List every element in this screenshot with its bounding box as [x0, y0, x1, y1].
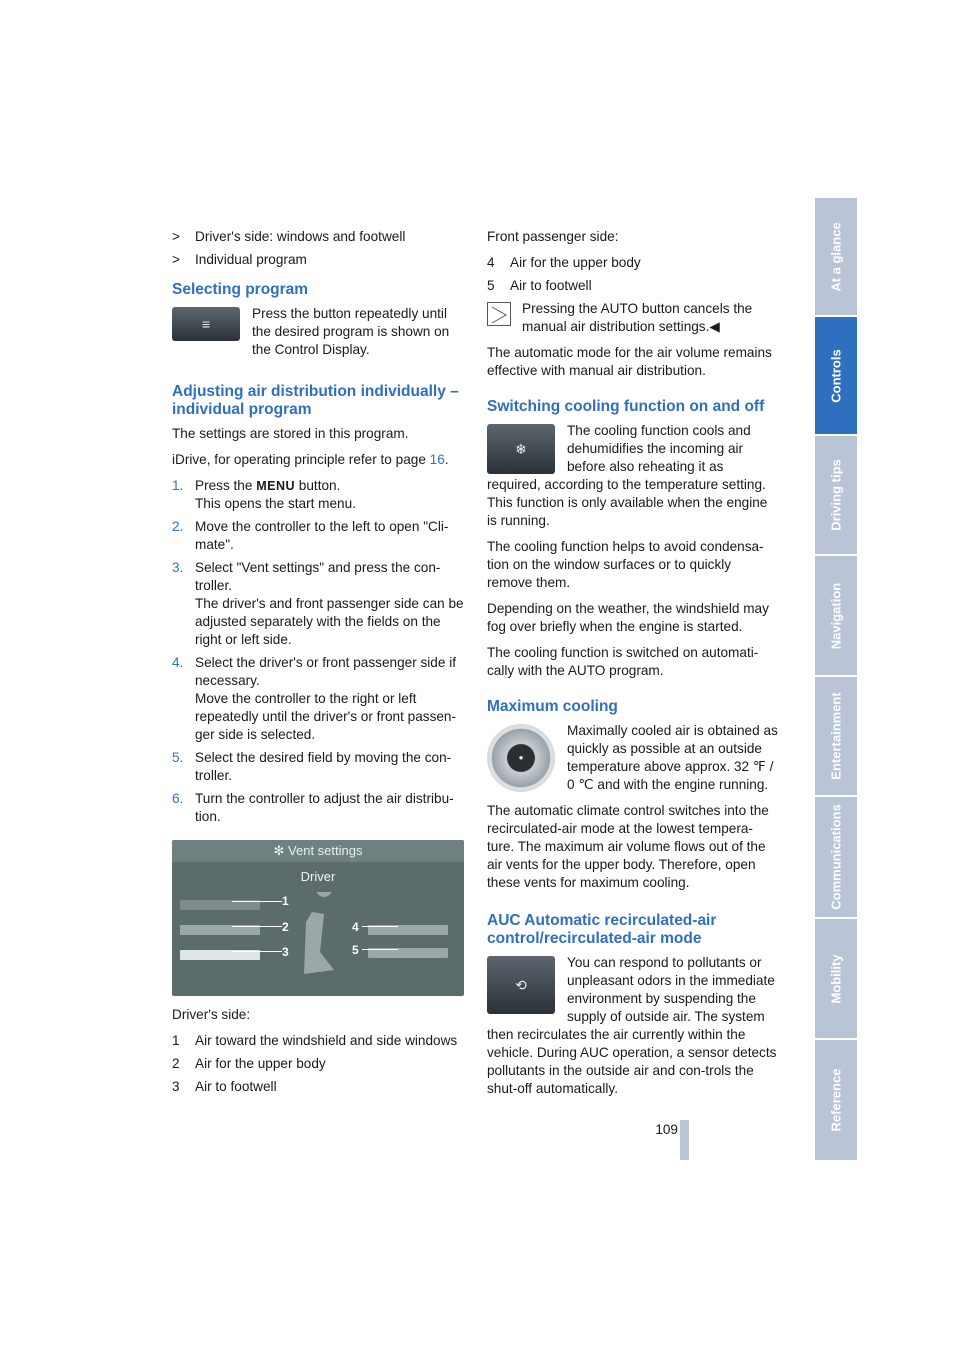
paragraph: Maximally cooled air is obtained as quickly as possible at an outside temperature above approx. 32 ℉ / 0 ℃ and with the engine running. [567, 723, 778, 792]
driver-side-label: Driver's side: [172, 1007, 251, 1022]
step-item: 4. Select the driver's or front passenger side if necessary. Move the controller to the right or left repeatedly until the driver's or front passen-ger side is selected. [172, 655, 457, 742]
section-tabs [815, 198, 857, 1160]
step-item: 6. Turn the controller to adjust the air distribu-tion. [172, 791, 454, 824]
paragraph: Press the button repeatedly until the desired program is shown on the Control Display. [252, 306, 450, 357]
step-item: 3. Select "Vent settings" and press the con-troller. The driver's and front passenger side can be adjusted separately with the fields on the right or left side. [172, 560, 464, 647]
recirculation-icon: ⟲ [515, 977, 527, 993]
max-icon: ● [518, 753, 524, 762]
fan-icon: ✻ [273, 843, 289, 858]
legend-item: 3 Air to footwell [172, 1079, 277, 1094]
step-item: 5. Select the desired field by moving the con-troller. [172, 750, 452, 783]
vent-settings-screen-image: ✻ Vent settings Driver 1 2 3 4 5 [172, 840, 464, 996]
heading-selecting-program: Selecting program [172, 281, 309, 298]
program-button-image [172, 307, 240, 341]
paragraph: The settings are stored in this program. [172, 426, 409, 441]
bullet-item: > Driver's side: windows and footwell [172, 229, 406, 244]
paragraph: The automatic climate control switches into the recirculated-air mode at the lowest tempera-ture. The maximum air volume flows out of the air vents for the upper body. Therefore, open these vents for maximum cooling. [487, 803, 769, 890]
seat-icon [294, 892, 338, 982]
tab-communications[interactable]: Communications [815, 797, 857, 917]
note-arrow-icon [487, 302, 511, 326]
cooling-button-image [487, 424, 555, 474]
step-item: 1. Press the MENU button. This opens the start menu. [172, 478, 356, 511]
page-number: 109 [655, 1122, 678, 1137]
max-cooling-knob-image [487, 724, 555, 792]
paragraph: Depending on the weather, the windshield may fog over briefly when the engine is started. [487, 601, 769, 634]
heading-cooling-function: Switching cooling function on and off [487, 398, 765, 415]
tab-navigation[interactable]: Navigation [815, 556, 857, 675]
auc-button-image [487, 956, 555, 1014]
legend-item: 5 Air to footwell [487, 278, 592, 293]
heading-maximum-cooling: Maximum cooling [487, 698, 618, 715]
paragraph: The cooling function is switched on automati-cally with the AUTO program. [487, 645, 759, 678]
step-item: 2. Move the controller to the left to open "Cli-mate". [172, 519, 449, 552]
tab-driving-tips[interactable]: Driving tips [815, 436, 857, 554]
paragraph: The cooling function cools and dehumidifies the incoming air before also reheating it as required, according to the temperature setting. This function is only available when the engine is running. [487, 423, 768, 528]
tab-controls[interactable]: Controls [815, 317, 857, 434]
heading-adjusting-air-distribution: Adjusting air distribution individually – individual program [172, 383, 459, 418]
tab-entertainment[interactable]: Entertainment [815, 677, 857, 795]
right-column [487, 228, 779, 1106]
tab-reference[interactable]: Reference [815, 1040, 857, 1160]
air-distribution-icon: ≡ [201, 316, 211, 332]
tab-mobility[interactable]: Mobility [815, 919, 857, 1038]
paragraph: The automatic mode for the air volume remains effective with manual air distribution. [487, 345, 772, 378]
menu-button-label: MENU [256, 479, 296, 493]
heading-auc: AUC Automatic recirculated-air control/recirculated-air mode [487, 912, 717, 947]
legend-item: 1 Air toward the windshield and side windows [172, 1033, 458, 1048]
left-column [172, 228, 464, 1101]
legend-item: 4 Air for the upper body [487, 255, 641, 270]
front-passenger-label: Front passenger side: [487, 229, 619, 244]
paragraph: The cooling function helps to avoid condensa-tion on the window surfaces or to quickly remove them. [487, 539, 764, 590]
bullet-item: > Individual program [172, 252, 307, 267]
paragraph: iDrive, for operating principle refer to page 16. [172, 452, 449, 467]
snowflake-icon: ❄ [515, 441, 527, 457]
auto-note: Pressing the AUTO button cancels the manual air distribution settings.◀ [522, 301, 753, 334]
tab-at-a-glance[interactable]: At a glance [815, 198, 857, 315]
legend-item: 2 Air for the upper body [172, 1056, 326, 1071]
page-marker [680, 1120, 689, 1160]
paragraph: You can respond to pollutants or unpleasant odors in the immediate environment by suspending the supply of outside air. The system then recirculates the air currently within the vehicle. During AUC operation, a sensor detects pollutants in the outside air and con-trols the shut-off automatically. [487, 955, 777, 1096]
page-reference-link[interactable]: 16 [429, 452, 445, 467]
